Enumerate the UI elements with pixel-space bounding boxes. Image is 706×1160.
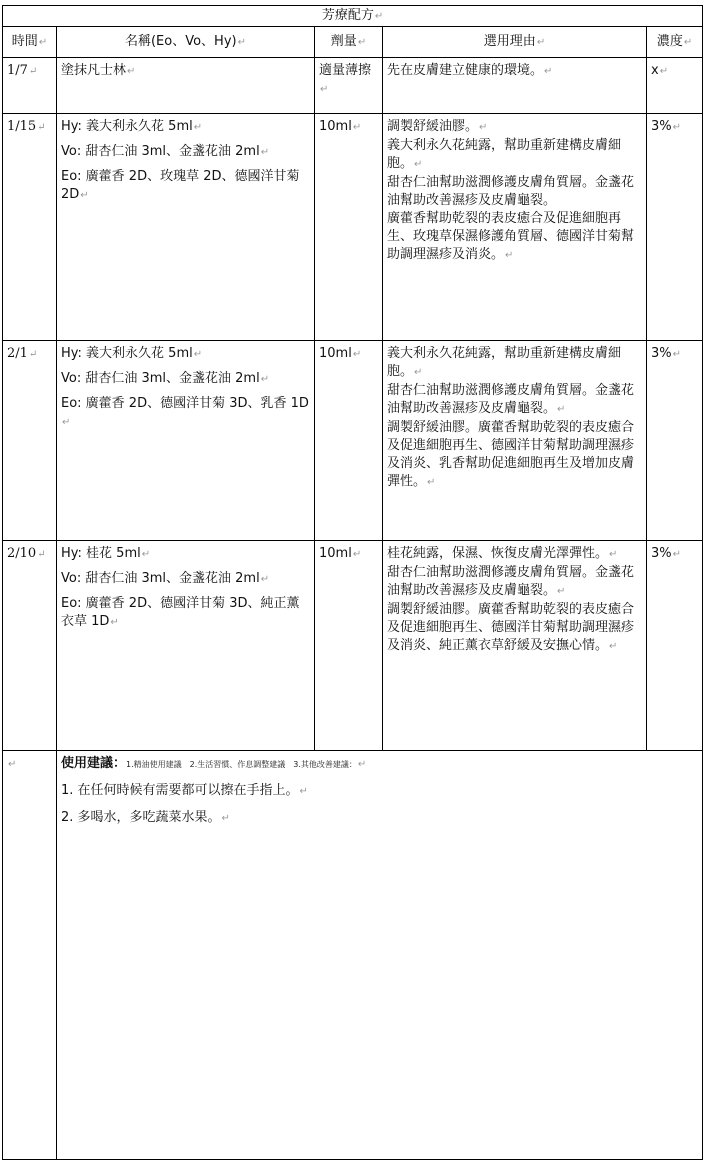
concentration-cell: 3%↵ [647, 114, 703, 341]
dose-cell: 適量薄擦↵ [315, 58, 383, 114]
ingredients-cell [57, 58, 315, 114]
reason-line: 甜杏仁油幫助滋潤修護皮膚角質層。金盞花油幫助改善濕疹及皮膚龜裂。↵ [387, 383, 635, 416]
reason-line: 義大利永久花純露，幫助重新建構皮膚細胞。↵ [387, 138, 622, 171]
reason-cell [383, 58, 647, 114]
reason-line: 桂花純露，保濕、恢復皮膚光澤彈性。↵ [387, 546, 618, 561]
advice-row [3, 751, 703, 1160]
table-row [3, 114, 703, 341]
ingredient-line: Eo: 廣藿香 2D、德國洋甘菊 3D、純正薰衣草 1D↵ [61, 596, 300, 629]
reason-line: 調製舒緩油膠。廣藿香幫助乾裂的表皮癒合及促進細胞再生、德國洋甘菊幫助調理濕疹及消炎、純正薰衣草舒緩及安撫心情。↵ [387, 602, 635, 653]
header-reason: 選用理由↵ [383, 27, 647, 58]
advice-title: 使用建議： [61, 756, 127, 771]
concentration-cell: 3%↵ [647, 341, 703, 541]
paragraph-mark: ↵ [374, 10, 384, 22]
table-title-row [3, 6, 703, 27]
advice-cell [57, 751, 703, 1160]
ingredients-cell [57, 114, 315, 341]
table-title-text: 芳療配方 [321, 7, 374, 23]
reason-cell [383, 541, 647, 751]
reason-line: 先在皮膚建立健康的環境。↵ [387, 63, 553, 78]
reason-line: 甜杏仁油幫助滋潤修護皮膚角質層。金盞花油幫助改善濕疹及皮膚龜裂。 [387, 175, 635, 208]
header-dose: 劑量↵ [315, 27, 383, 58]
reason-cell [383, 114, 647, 341]
ingredients-cell [57, 541, 315, 751]
time-cell: 1/15↵ [3, 114, 57, 341]
header-name: 名稱(Eo、Vo、Hy)↵ [57, 27, 315, 58]
dose-cell: 10ml↵ [315, 541, 383, 751]
time-cell: 1/7↵ [3, 58, 57, 114]
ingredient-line: Eo: 廣藿香 2D、玫瑰草 2D、德國洋甘菊 2D↵ [61, 169, 300, 202]
reason-line: 調製舒緩油膠。↵ [387, 119, 488, 134]
dose-cell: 10ml↵ [315, 114, 383, 341]
ingredients-cell [57, 341, 315, 541]
ingredient-line: Hy: 義大利永久花 5ml↵ [61, 119, 203, 134]
header-concentration: 濃度↵ [647, 27, 703, 58]
table-row [3, 341, 703, 541]
time-cell: 2/1↵ [3, 341, 57, 541]
ingredient-line: Vo: 甜杏仁油 3ml、金盞花油 2ml↵ [61, 571, 270, 586]
time-cell: 2/10↵ [3, 541, 57, 751]
ingredient-line: Eo: 廣藿香 2D、德國洋甘菊 3D、乳香 1D↵ [61, 396, 309, 428]
advice-item: 2. 多喝水，多吃蔬菜水果。↵ [61, 810, 230, 825]
ingredient-line: Vo: 甜杏仁油 3ml、金盞花油 2ml↵ [61, 371, 270, 386]
advice-empty-cell: ↵ [3, 751, 57, 1160]
reason-line: 調製舒緩油膠。廣藿香幫助乾裂的表皮癒合及促進細胞再生、德國洋甘菊幫助調理濕疹及消炎、乳香幫助促進細胞再生及增加皮膚彈性。↵ [387, 420, 635, 489]
table-row [3, 541, 703, 751]
table-title [3, 6, 703, 27]
dose-cell: 10ml↵ [315, 341, 383, 541]
header-time: 時間↵ [3, 27, 57, 58]
ingredient-line: 塗抹凡士林↵ [61, 63, 136, 78]
advice-item: 1. 在任何時候有需要都可以擦在手指上。↵ [61, 783, 308, 798]
reason-line: 廣藿香幫助乾裂的表皮癒合及促進細胞再生、玫瑰草保濕修護角質層、德國洋甘菊幫助調理濕疹及消炎。↵ [387, 211, 635, 262]
document-page [2, 5, 702, 1021]
advice-heading: 使用建議：1.精油使用建議 2.生活習慣、作息調整建議 3.其他改善建議：↵ [61, 756, 367, 771]
reason-line: 義大利永久花純露，幫助重新建構皮膚細胞。↵ [387, 346, 622, 379]
advice-subtitle: 1.精油使用建議 2.生活習慣、作息調整建議 3.其他改善建議： [126, 760, 357, 769]
table-row [3, 58, 703, 114]
ingredient-line: Hy: 桂花 5ml↵ [61, 546, 151, 561]
ingredient-line: Hy: 義大利永久花 5ml↵ [61, 346, 203, 361]
header-row [3, 27, 703, 58]
aroma-formula-table [2, 5, 703, 1160]
concentration-cell: x↵ [647, 58, 703, 114]
concentration-cell: 3%↵ [647, 541, 703, 751]
ingredient-line: Vo: 甜杏仁油 3ml、金盞花油 2ml↵ [61, 144, 270, 159]
reason-line: 甜杏仁油幫助滋潤修護皮膚角質層。金盞花油幫助改善濕疹及皮膚龜裂。↵ [387, 565, 635, 598]
reason-cell [383, 341, 647, 541]
